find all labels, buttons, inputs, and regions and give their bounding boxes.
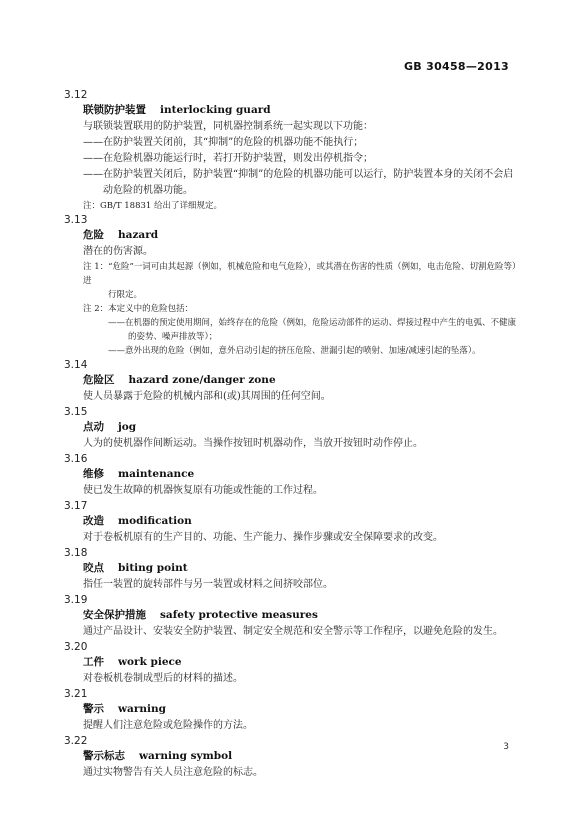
standard-code-header: GB 30458—2013	[403, 60, 509, 73]
term-english: modification	[118, 515, 192, 527]
term-chinese: 安全保护措施	[83, 609, 146, 621]
term-english: warning symbol	[139, 750, 233, 762]
term-english: safety protective measures	[160, 609, 318, 621]
term-english: jog	[118, 421, 137, 433]
term-english: hazard zone/danger zone	[128, 374, 276, 386]
entry-3-21	[64, 687, 519, 734]
clause-number: 3.13	[64, 214, 88, 226]
definition-text: 人为的使机器作间断运动。当操作按钮时机器动作，当放开按钮时动作停止。	[83, 438, 423, 449]
term-heading	[83, 466, 519, 483]
entry-3-20	[64, 640, 519, 687]
term-chinese: 警示标志	[83, 750, 125, 762]
clause-number: 3.17	[64, 500, 88, 512]
term-heading	[83, 102, 519, 119]
clause-number: 3.12	[64, 89, 88, 101]
term-heading	[83, 701, 519, 718]
page-number: 3	[503, 742, 509, 752]
definition-text: 对卷板机卷制成型后的材料的描述。	[83, 673, 243, 684]
note-1-continuation: 行限定。	[108, 290, 143, 300]
list-item: ——在危险机器功能运行时，若打开防护装置，则发出停机指令；	[83, 153, 373, 164]
definition-text: 指任一装置的旋转部件与另一装置或材料之间挤咬部位。	[83, 579, 333, 590]
definition-text: 与联锁装置联用的防护装置，同机器控制系统一起实现以下功能：	[83, 121, 373, 132]
term-heading	[83, 654, 519, 671]
clause-number: 3.19	[64, 594, 88, 606]
definition-text: 对于卷板机原有的生产目的、功能、生产能力、操作步骤或安全保障要求的改变。	[83, 532, 443, 543]
entry-3-15	[64, 405, 519, 452]
definitions-section	[64, 88, 519, 781]
note-text: 注：GB/T 18831 给出了详细规定。	[83, 201, 223, 211]
entry-3-14	[64, 358, 519, 405]
term-english: hazard	[118, 229, 159, 241]
list-item-continuation: 动危险的机器功能。	[103, 185, 193, 196]
note-2-item-continuation: 的姿势、噪声排放等）；	[128, 332, 218, 342]
term-english: warning	[118, 703, 166, 715]
definition-text: 通过产品设计、安装安全防护装置、制定安全规范和安全警示等工作程序，以避免危险的发生。	[83, 626, 503, 637]
note-2: 注 2：本定义中的危险包括：	[83, 304, 194, 314]
clause-number: 3.20	[64, 641, 88, 653]
definition-text: 提醒人们注意危险或危险操作的方法。	[83, 720, 253, 731]
term-chinese: 联锁防护装置	[83, 104, 146, 116]
term-heading	[83, 372, 519, 389]
term-english: maintenance	[118, 468, 195, 480]
clause-number: 3.15	[64, 406, 88, 418]
entry-3-19	[64, 593, 519, 640]
entry-3-16	[64, 452, 519, 499]
term-heading	[83, 227, 519, 244]
term-chinese: 维修	[83, 468, 104, 480]
term-heading	[83, 748, 519, 765]
entry-3-13	[64, 213, 519, 358]
term-english: biting point	[118, 562, 188, 574]
definition-text: 潜在的伤害源。	[83, 246, 153, 257]
clause-number: 3.16	[64, 453, 88, 465]
entry-3-18	[64, 546, 519, 593]
term-chinese: 危险	[83, 229, 104, 241]
term-heading	[83, 560, 519, 577]
clause-number: 3.22	[64, 735, 88, 747]
definition-text: 通过实物警告有关人员注意危险的标志。	[83, 767, 263, 778]
entry-3-12	[64, 88, 519, 213]
note-2-item: ——意外出现的危险（例如，意外启动引起的挤压危险、泄漏引起的喷射、加速/减速引起的坠落）。	[108, 346, 481, 356]
definition-text: 使已发生故障的机器恢复原有功能或性能的工作过程。	[83, 485, 323, 496]
term-chinese: 工件	[83, 656, 104, 668]
list-item: ——在防护装置关闭后，防护装置“抑制”的危险的机器功能可以运行，防护装置本身的关闭不会启	[83, 169, 514, 180]
clause-number: 3.14	[64, 359, 88, 371]
term-english: work piece	[118, 656, 182, 668]
term-english: interlocking guard	[160, 104, 271, 116]
term-heading	[83, 419, 519, 436]
entry-3-22	[64, 734, 519, 781]
term-chinese: 点动	[83, 421, 104, 433]
term-heading	[83, 607, 519, 624]
definition-text: 使人员暴露于危险的机械内部和(或)其周围的任何空间。	[83, 391, 331, 402]
entry-3-17	[64, 499, 519, 546]
note-1: 注 1：“危险”一词可由其起源（例如，机械危险和电气危险），或其潜在伤害的性质（例如，电击危险、切割危险等）进	[83, 262, 517, 286]
clause-number: 3.21	[64, 688, 88, 700]
term-chinese: 警示	[83, 703, 104, 715]
term-chinese: 改造	[83, 515, 104, 527]
term-heading	[83, 513, 519, 530]
term-chinese: 危险区	[83, 374, 115, 386]
term-chinese: 咬点	[83, 562, 104, 574]
clause-number: 3.18	[64, 547, 88, 559]
list-item: ——在防护装置关闭前，其“抑制”的危险的机器功能不能执行；	[83, 137, 364, 148]
note-2-item: ——在机器的预定使用期间，始终存在的危险（例如，危险运动部件的运动、焊接过程中产生的电弧、不健康	[108, 318, 517, 328]
